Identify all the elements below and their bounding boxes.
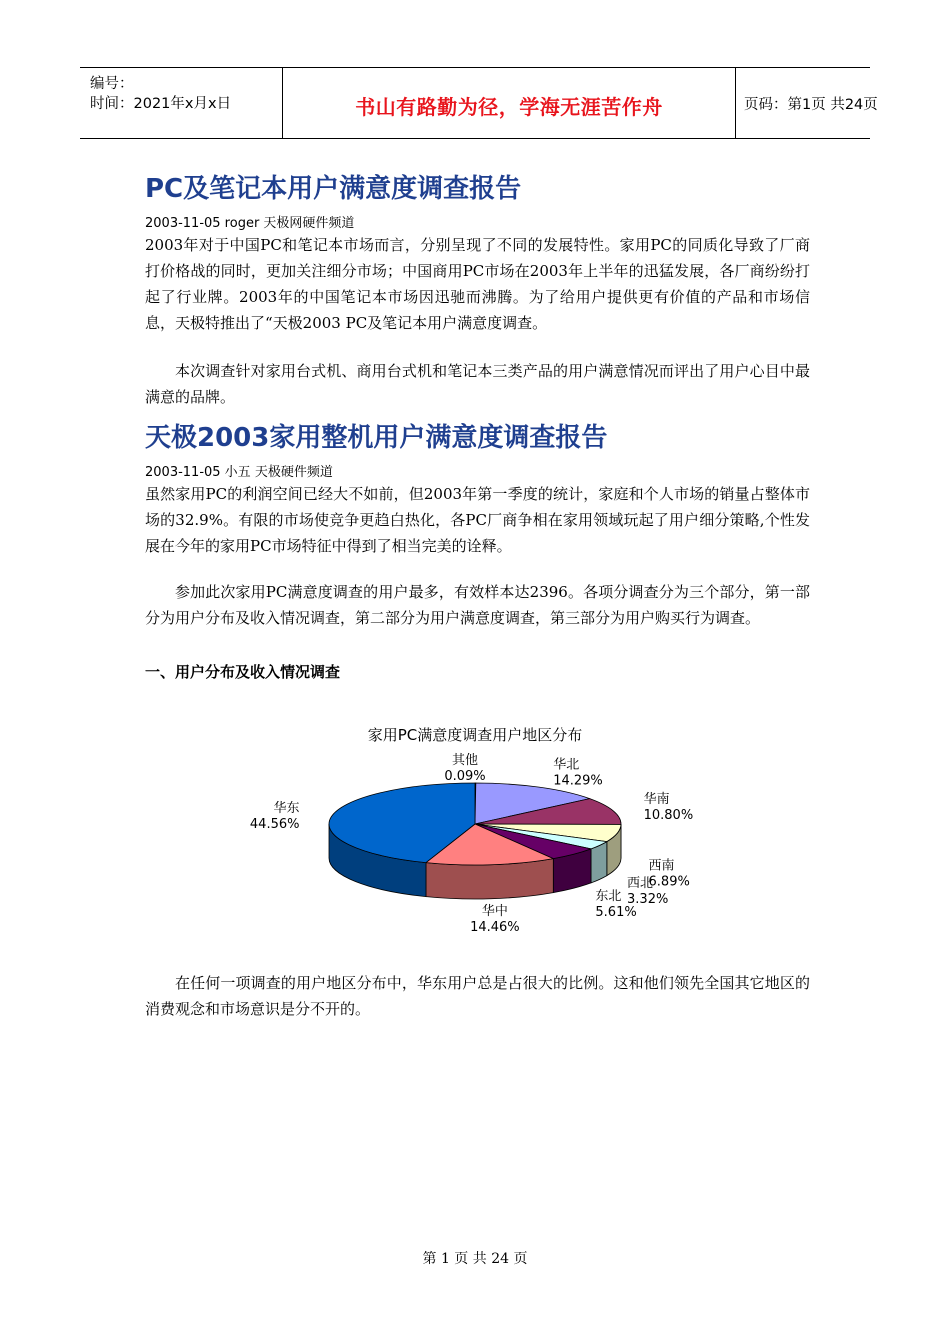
article1-para1: 2003年对于中国PC和笔记本市场而言，分别呈现了不同的发展特性。家用PC的同质化导致了厂商打价格战的同时，更加关注细分市场；中国商用PC市场在2003年上半年的迅猛发展，各厂商纷纷打起了行业牌。2003年的中国笔记本市场因迅驰而沸腾。为了给用户提供更有价值的产品和市场信息，天极特推出了“天极2003 PC及笔记本用户满意度调查。 [145,236,810,332]
article1-title: PC及笔记本用户满意度调查报告 [145,174,522,204]
pie-label-category: 西北 [627,875,654,891]
article2-meta: 2003-11-05 小五 天极硬件频道 [145,465,333,480]
number-label: 编号： [90,76,134,92]
article2-para1: 虽然家用PC的利润空间已经大不如前，但2003年第一季度的统计，家庭和个人市场的销量占整体市场的32.9%。有限的市场使竞争更趋白热化，各PC厂商争相在家用领域玩起了用户细分策略,个性发展在今年的家用PC市场特征中得到了相当完美的诠释。 [145,485,810,555]
pie-label-category: 华中 [481,904,508,920]
pie-label-category: 其他 [451,753,479,768]
pie-label-value: 14.29% [553,773,603,789]
pie-label-value: 0.09% [444,769,486,784]
article2-para3: 在任何一项调查的用户地区分布中，华东用户总是占很大的比例。这和他们领先全国其它地区的消费观念和市场意识是分不开的。 [145,974,810,1018]
article2-title: 天极2003家用整机用户满意度调查报告 [145,423,608,453]
pie-label-category: 东北 [595,888,622,904]
pie-label-value: 3.32% [627,891,669,907]
section-heading: 一、用户分布及收入情况调查 [145,663,341,681]
time-label: 时间：2021年x月x日 [90,96,232,112]
pie-label-value: 44.56% [249,816,300,832]
header-table [80,67,878,139]
pie-label-category: 华南 [643,791,670,807]
pie-label-category: 华东 [273,800,300,816]
pie-chart-svg [249,716,694,944]
pie-label-value: 5.61% [595,904,637,920]
article1-para2: 本次调查针对家用台式机、商用台式机和笔记本三类产品的用户满意情况而评出了用户心目中最满意的品牌。 [145,362,810,406]
pie-label-value: 6.89% [648,874,690,890]
pie-label-value: 14.46% [470,920,520,936]
article1-meta: 2003-11-05 roger 天极网硬件频道 [145,216,355,231]
pie-label-value: 10.80% [643,807,694,823]
page-label: 页码：第1页 共24页 [744,97,878,113]
pie-label-category: 华北 [553,757,580,773]
header-motto-cell [282,68,736,138]
header-page-cell [735,68,878,138]
page-footer: 第 1 页 共 24 页 [422,1251,528,1267]
region-pie-chart [249,716,694,944]
motto: 书山有路勤为径，学海无涯苦作舟 [355,95,663,119]
pie-label-category: 西南 [648,858,675,874]
header-info-cell [80,68,282,138]
chart-title: 家用PC满意度调查用户地区分布 [367,726,583,744]
article2-para2: 参加此次家用PC满意度调查的用户最多，有效样本达2396。各项分调查分为三个部分，第一部分为用户分布及收入情况调查，第二部分为用户满意度调查，第三部分为用户购买行为调查。 [145,583,810,627]
